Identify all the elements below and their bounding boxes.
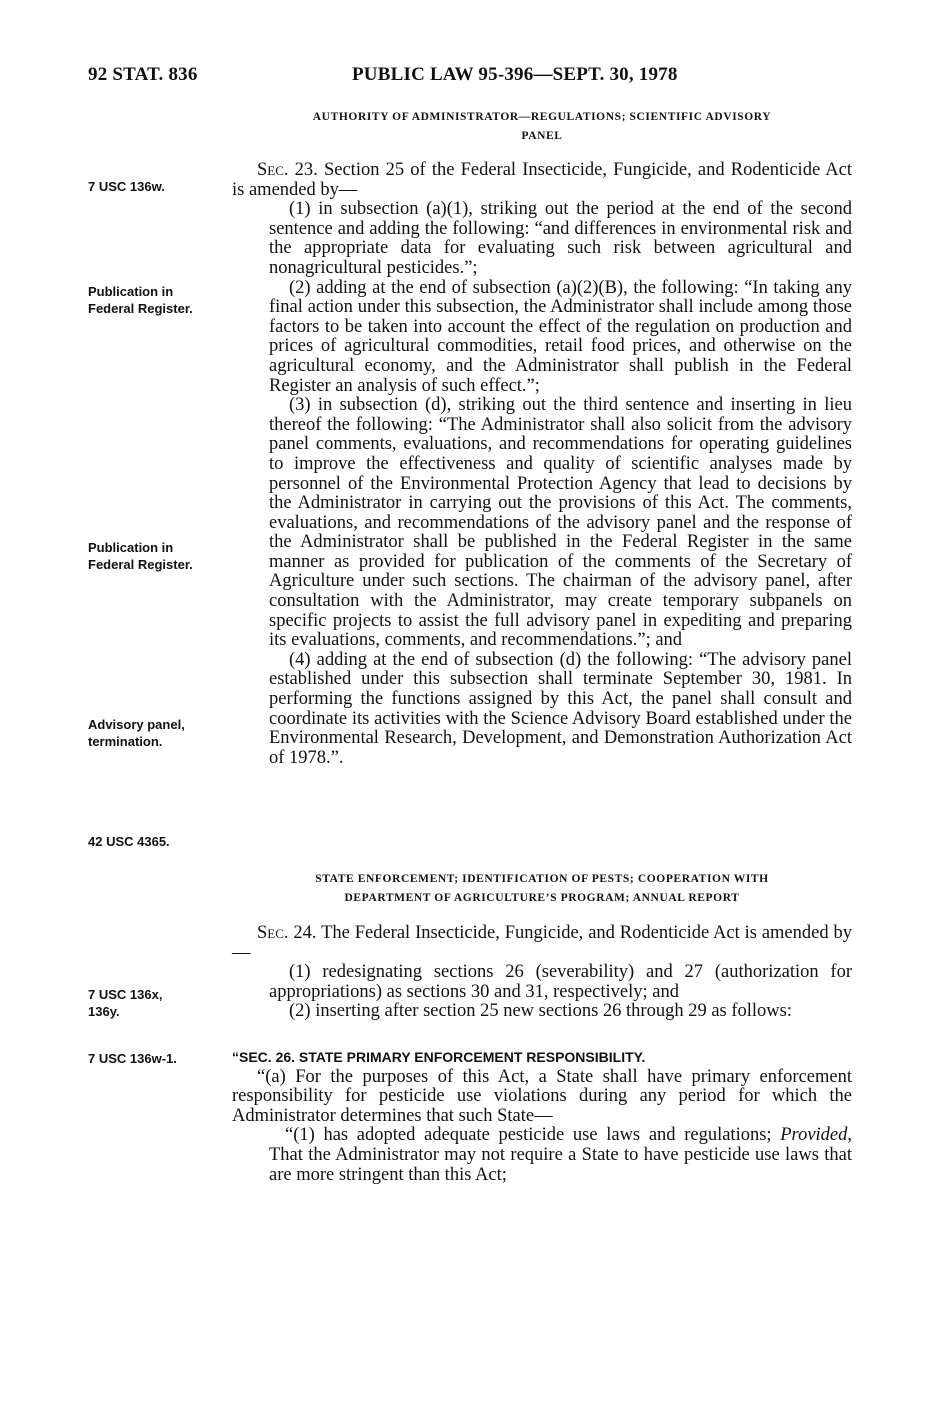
para-a1-start: “(1) has adopted adequate pesticide use laws and regulations; (285, 1125, 772, 1146)
section-24-para-2: (2) inserting after section 25 new sections 26 through 29 as follows: (289, 1001, 792, 1022)
provided-word: Provided (780, 1125, 848, 1146)
section-heading-line: AUTHORITY OF ADMINISTRATOR—REGULATIONS; SCIENTIFIC ADVISORY (312, 111, 772, 123)
section-23-intro (232, 161, 852, 200)
section-26-para-a1 (269, 1126, 852, 1185)
section-23-para-1: (1) in subsection (a)(1), striking out the period at the end of the second sentence and adding the following: “and differences in environmental risk and the appropriate data for evaluating such risk between agricultural and nonagricultural pesticides.”; (269, 199, 852, 278)
margin-note-line: Federal Register. (88, 557, 193, 572)
section-23-para-4: (4) adding at the end of subsection (d) the following: “The advisory panel established under this subsection shall terminate September 30, 1981. In performing the functions assigned by this Act, the panel shall consult and coordinate its activities with the Science Advisory Board established under the Environmental Research, Development, and Demonstration Authorization Act of 1978.”. (269, 649, 852, 768)
margin-note-line: 7 USC 136x, (88, 987, 163, 1002)
section-26-heading (232, 1048, 852, 1068)
section-23-heading (232, 108, 852, 146)
margin-note-line: Publication in (88, 540, 174, 555)
section-24-body (232, 924, 852, 1022)
law-title: PUBLIC LAW 95-396—SEPT. 30, 1978 (352, 64, 678, 85)
section-label: Sec. 24. (257, 923, 317, 943)
section-26-heading-text: “SEC. 26. STATE PRIMARY ENFORCEMENT RESPONSIBILITY. (232, 1049, 646, 1065)
margin-note-advisory-panel (88, 716, 228, 750)
section-23-para-2: (2) adding at the end of subsection (a)(2)(B), the following: “In taking any final action under this subsection, the Administrator shall include among those factors to be taken into account the effect of the regulation on production and prices of agricultural commodities, retail food prices, and otherwise on the agricultural economy, and the Administrator shall publish in the Federal Register an analysis of such effect.”; (269, 277, 852, 396)
section-24-intro (232, 924, 852, 963)
margin-note-42usc4365: 42 USC 4365. (88, 834, 170, 849)
section-label: Sec. 23. (257, 160, 318, 180)
margin-note-line: 136y. (88, 1004, 120, 1019)
section-26-subsection-a: “(a) For the purposes of this Act, a State shall have primary enforcement responsibility for pesticide use violations during any period for which the Administrator determines that such State— (232, 1066, 852, 1126)
section-23-body (232, 161, 852, 768)
section-heading-line: PANEL (521, 130, 563, 142)
section-intro-text: Section 25 of the Federal Insecticide, Fungicide, and Rodenticide Act is amended by— (232, 160, 852, 200)
margin-note-7usc136w-1: 7 USC 136w-1. (88, 1051, 177, 1066)
section-heading-line: STATE ENFORCEMENT; IDENTIFICATION OF PESTS; COOPERATION WITH (315, 873, 769, 885)
margin-note-publication-1 (88, 283, 228, 317)
section-heading-line: DEPARTMENT OF AGRICULTURE’S PROGRAM; ANNUAL REPORT (344, 892, 740, 904)
margin-note-7usc136w: 7 USC 136w. (88, 179, 165, 194)
section-24-para-1: (1) redesignating sections 26 (severability) and 27 (authorization for appropriations) as sections 30 and 31, respectively; and (269, 962, 852, 1002)
section-24-heading (232, 870, 852, 908)
margin-note-7usc136x (88, 986, 228, 1020)
margin-note-line: Federal Register. (88, 301, 193, 316)
section-intro-text: The Federal Insecticide, Fungicide, and Rodenticide Act is amended by— (232, 923, 852, 963)
margin-note-line: Advisory panel, (88, 717, 185, 732)
section-26-block (232, 1048, 852, 1185)
margin-note-line: Publication in (88, 284, 174, 299)
stat-page-number: 92 STAT. 836 (88, 64, 198, 85)
para-a1-end: , That the Administrator may not require a State to have pesticide use laws that are more stringent than this Act; (269, 1125, 853, 1185)
margin-note-publication-2 (88, 539, 228, 573)
section-23-para-3: (3) in subsection (d), striking out the third sentence and inserting in lieu thereof the following: “The Administrator shall also solicit from the advisory panel comments, evaluations, and recommendations for operating guidelines to improve the effectiveness and quality of scientific analyses made by personnel of the Environmental Protection Agency that lead to decisions by the Administrator in carrying out the provisions of this Act. The comments, evaluations, and recommendations of the advisory panel and the response of the Administrator shall be published in the Federal Register in the same manner as provided for publication of the comments of the Secretary of Agriculture under such sections. The chairman of the advisory panel, after consultation with the Administrator, may create temporary subpanels on specific projects to assist the full advisory panel in expediting and preparing its evaluations, comments, and recommendations.”; and (269, 395, 852, 651)
margin-note-line: termination. (88, 734, 163, 749)
